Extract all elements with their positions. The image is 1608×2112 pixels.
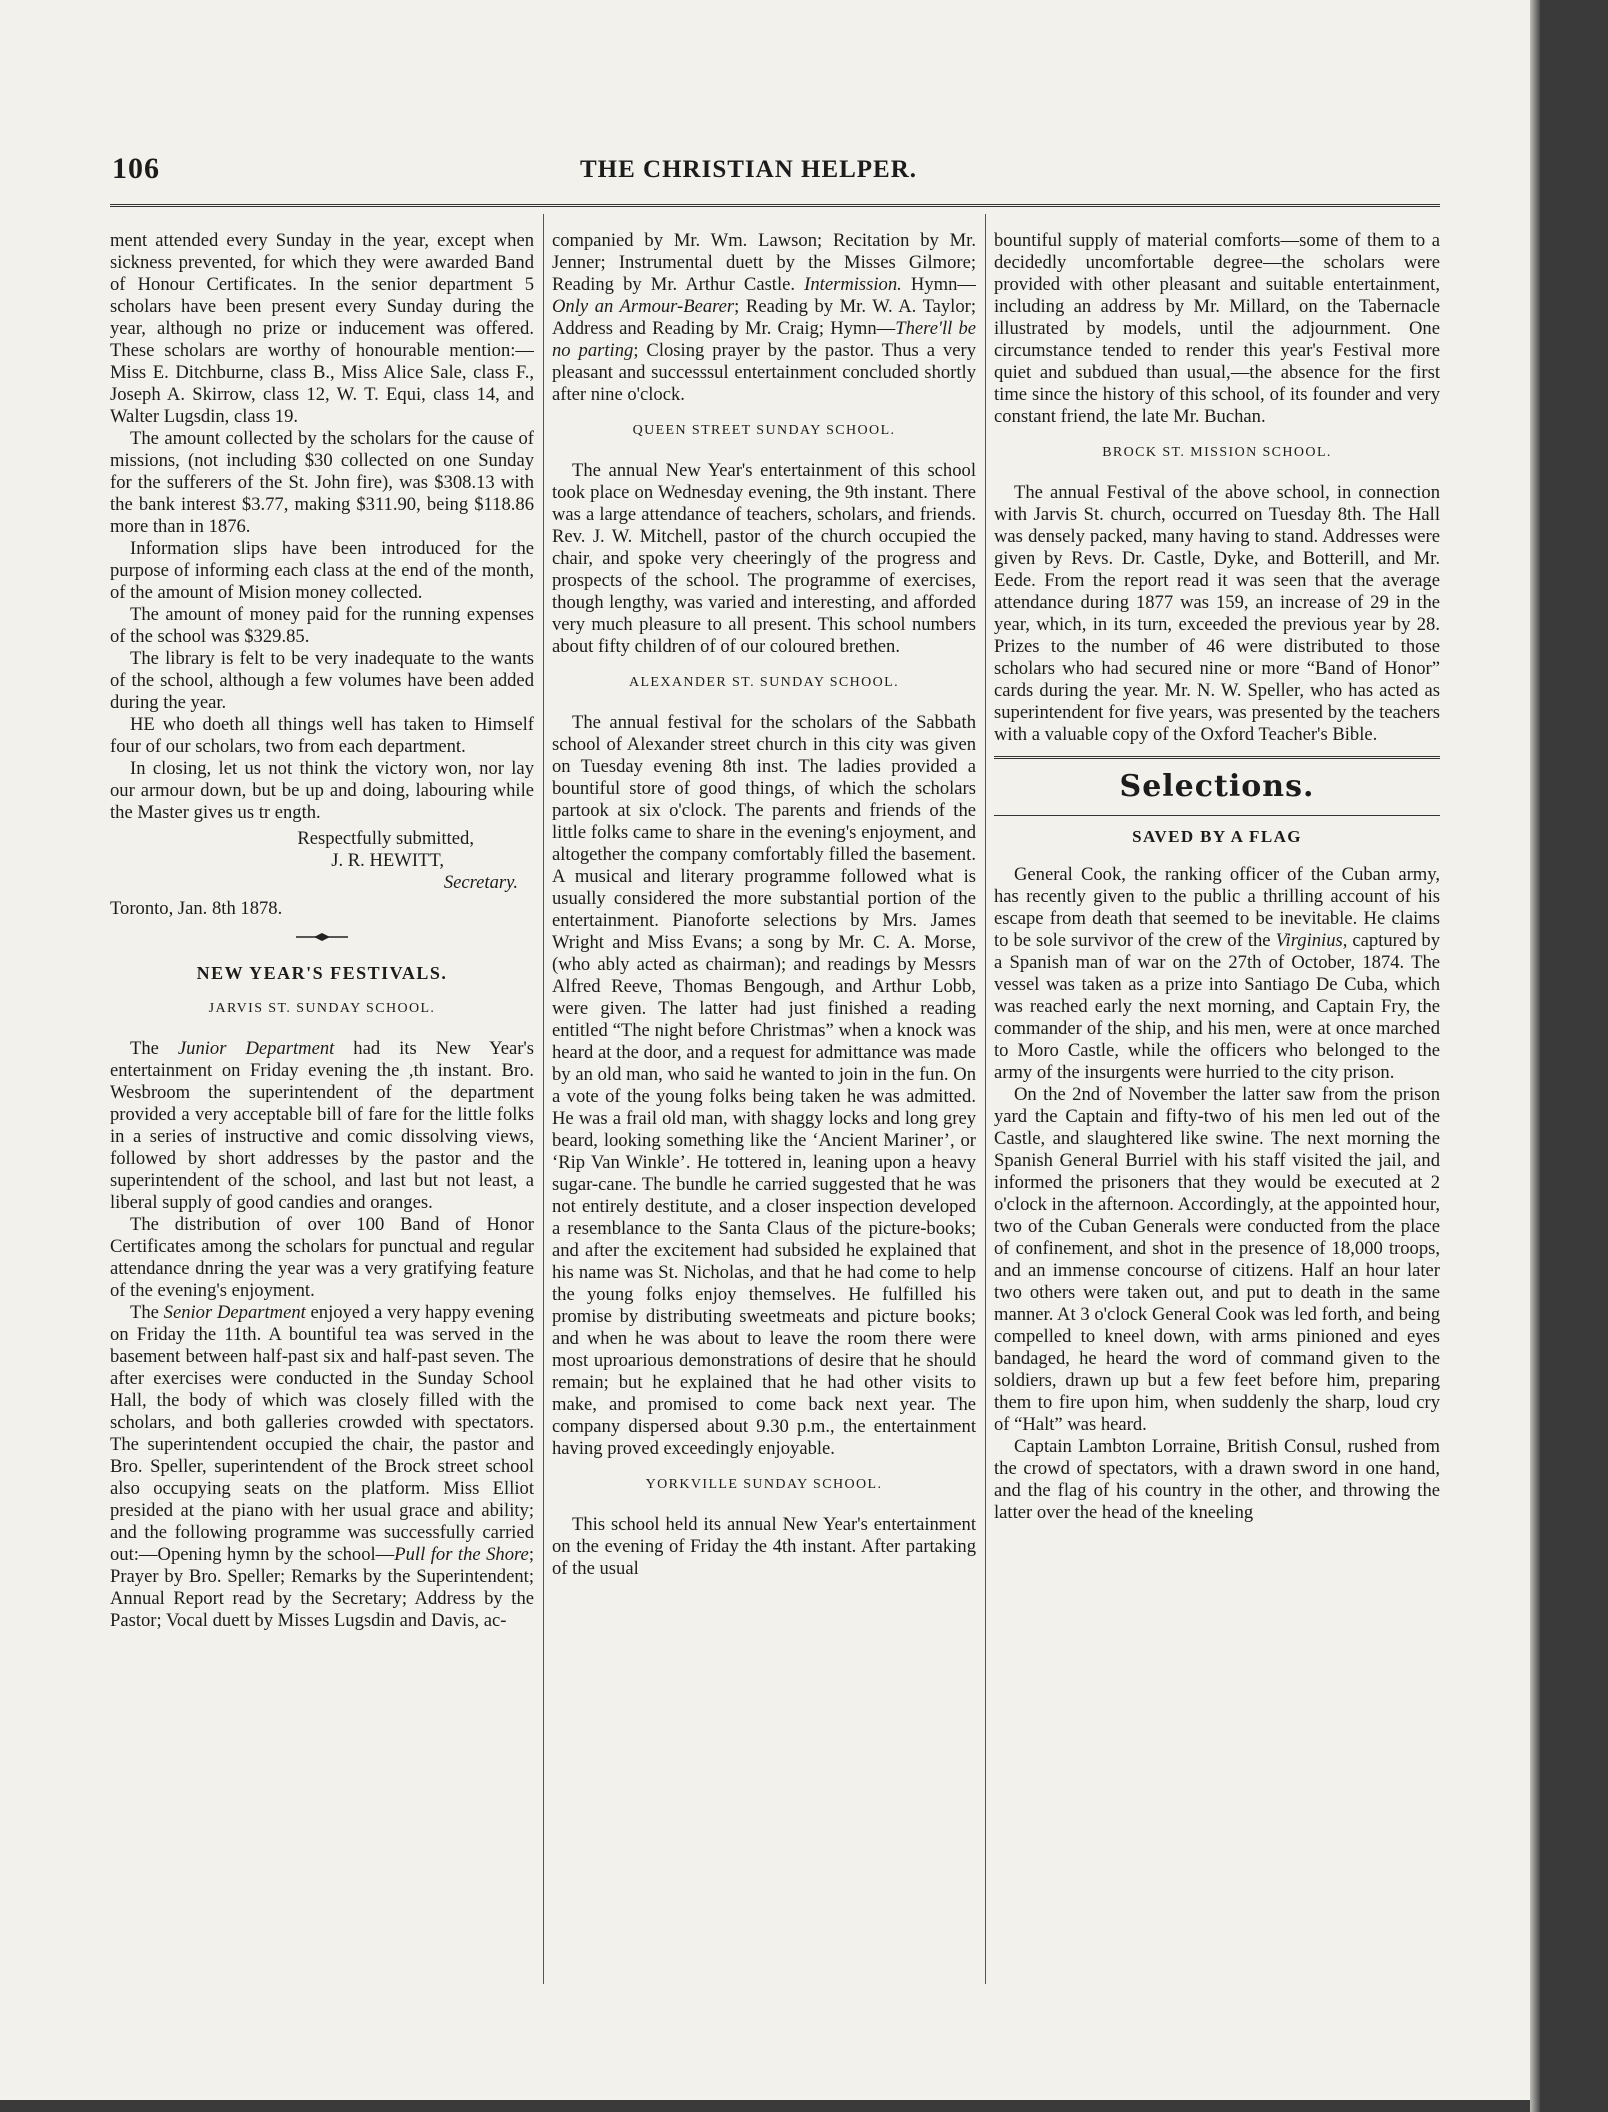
- selections-heading: Selections.: [1119, 769, 1315, 804]
- paragraph: Captain Lambton Lorraine, British Consul, rushed from the crowd of spectators, with a drawn sword in one hand, and the flag of his country in the other, and throwing the latter over the head of the kneeling: [994, 1436, 1440, 1523]
- place-date: Toronto, Jan. 8th 1878.: [110, 898, 283, 919]
- section-heading: NEW YEAR'S FESTIVALS.: [196, 963, 448, 983]
- paragraph: Information slips have been introduced for the purpose of informing each class at the end of the month, of the amount of Mision money collected.: [110, 538, 534, 603]
- paragraph: The amount of money paid for the running expenses of the school was $329.85.: [110, 604, 534, 647]
- signature-title: Secretary.: [443, 872, 518, 893]
- subsection-heading: ALEXANDER ST. SUNDAY SCHOOL.: [628, 675, 900, 690]
- page-header: [110, 148, 1440, 188]
- section-rule: [994, 815, 1440, 816]
- column-2: [552, 230, 976, 1960]
- page-edge: [1530, 0, 1540, 2112]
- paragraph: The distribution of over 100 Band of Honor Certificates among the scholars for punctual and regular attendance dnring the year was a very gratifying feature of the evening's enjoyment.: [110, 1214, 534, 1301]
- paragraph: bountiful supply of material comforts—some of them to a decidedly uncomfortable degree—the scholars were provided with other pleasant and suitable entertainment, including an address by Mr. Millard, on the Tabernacle illustrated by models, until the adjournment. One circumstance tended to render this year's Festival more quiet and subdued than usual,—the absence for the first time since the history of this school, of its founder and very constant friend, the late Mr. Buchan.: [994, 230, 1440, 427]
- paragraph: On the 2nd of November the latter saw from the prison yard the Captain and fifty-two of his men led out of the Castle, and slaughtered like swine. The next morning the Spanish General Burriel with his staff visited the jail, and informed the prisoners that they would be executed at 2 o'clock in the afternoon. Accordingly, at the appointed hour, two of the Cuban Generals were conducted from the place of confinement, and shot in the presence of 18,000 troops, and an immense concourse of citizens. Half an hour later two others were taken out, and put to death in the same manner. At 3 o'clock General Cook was led forth, and being compelled to kneel down, with arms pinioned and eyes bandaged, he heard the word of command given to the soldiers, drawn up but a few feet before him, preparing them to fire upon him, when suddenly the sharp, loud cry of “Halt” was heard.: [994, 1084, 1440, 1435]
- ornament-divider: [110, 926, 534, 948]
- paragraph: In closing, let us not think the victory won, nor lay our armour down, but be up and doing, labouring while the Master gives us tr ength.: [110, 758, 534, 823]
- column-divider: [985, 214, 986, 1984]
- paragraph: The amount collected by the scholars for the cause of missions, (not including $30 collected on one Sunday for the sufferers of the St. John fire), was $308.13 with the bank interest $3.77, making $311.90, being $118.86 more than in 1876.: [110, 428, 534, 537]
- paragraph: The annual Festival of the above school, in connection with Jarvis St. church, occurred on Tuesday 8th. The Hall was densely packed, many having to stand. Addresses were given by Revs. Dr. Castle, Dyke, and Botterill, and Mr. Eede. From the report read it was seen that the average attendance during 1877 was 159, an increase of 29 in the year, which, in its turn, exceeded the previous year by 28. Prizes to the number of 46 were distributed to those scholars who had secured nine or more “Band of Honor” cards during the year. Mr. N. W. Speller, who has acted as superintendent for five years, was presented by the teachers with a valuable copy of the Oxford Teacher's Bible.: [994, 482, 1440, 745]
- subsection-heading: JARVIS ST. SUNDAY SCHOOL.: [208, 1001, 436, 1016]
- paragraph: HE who doeth all things well has taken to Himself four of our scholars, two from each department.: [110, 714, 534, 757]
- paragraph: General Cook, the ranking officer of the Cuban army, has recently given to the public a thrilling account of his escape from death that seemed to be inevitable. He claims to be sole survivor of the crew of the Virginius, captured by a Spanish man of war on the 27th of October, 1874. The vessel was taken as a prize into Santiago De Cuba, which was reached early the next morning, and Captain Fry, the commander of the ship, and his men, were at once marched to Moro Castle, while the officers who belonged to the army of the insurgents were hurried to the city prison.: [994, 864, 1440, 1083]
- signature-line: Respectfully submitted,: [297, 828, 474, 849]
- column-divider: [543, 214, 544, 1984]
- article-title: SAVED BY A FLAG: [1132, 827, 1302, 846]
- paragraph: The annual festival for the scholars of the Sabbath school of Alexander street church in this city was given on Tuesday evening 8th inst. The ladies provided a bountiful store of good things, of which the scholars partook at six o'clock. The parents and friends of the little folks came to share in the evening's enjoyment, and altogether the company comfortably filled the basement. A musical and literary programme followed what is usually considered the more substantial portion of the entertainment. Pianoforte selections by Mrs. James Wright and Miss Evans; a song by Mr. C. A. Morse, (who ably acted as chairman); and readings by Messrs Alfred Reeve, Thomas Bengough, and Arthur Lobb, were given. The latter had just finished a reading entitled “The night before Christmas” when a knock was heard at the door, and a request for admittance was made by an old man, who said he wanted to join in the fun. On a vote of the young folks being taken he was admitted. He was a frail old man, with shaggy locks and long grey beard, looking something like the ‘Ancient Mariner’, or ‘Rip Van Winkle’. He tottered in, leaning upon a heavy sugar-cane. The bundle he carried suggested that he was not entirely destitute, and a closer inspection developed a resemblance to the Santa Claus of the picture-books; and after the excitement had subsided he explained that his name was St. Nicholas, and that he had come to help the young folks enjoy themselves. He fulfilled his promise by distributing sweetmeats and picture books; and when he was about to leave the room there were most uproarious demonstrations of desire that he should remain; but he explained that he had other visits to make, and promised to come back next year. The company dispersed about 9.30 p.m., the entertainment having proved exceedingly enjoyable.: [552, 712, 976, 1459]
- column-3: [994, 230, 1440, 1960]
- paragraph: ment attended every Sunday in the year, except when sickness prevented, for which they were awarded Band of Honour Certificates. In the senior department 5 scholars have been present every Sunday during the year, although no prize or inducement was offered. These scholars are worthy of honourable mention:—Miss E. Ditchburne, class B., Miss Alice Sale, class F., Joseph A. Skirrow, class 12, W. T. Equi, class 14, and Walter Lugsdin, class 19.: [110, 230, 534, 427]
- column-1: [110, 230, 534, 1960]
- paragraph: companied by Mr. Wm. Lawson; Recitation by Mr. Jenner; Instrumental duett by the Misses Gilmore; Reading by Mr. Arthur Castle. Intermission. Hymn—Only an Armour-Bearer; Reading by Mr. W. A. Taylor; Address and Reading by Mr. Craig; Hymn—There'll be no parting; Closing prayer by the pastor. Thus a very pleasant and successsul entertainment concluded shortly after nine o'clock.: [552, 230, 976, 405]
- paragraph: The library is felt to be very inadequate to the wants of the school, although a few volumes have been added during the year.: [110, 648, 534, 713]
- paragraph: The Senior Department enjoyed a very happy evening on Friday the 11th. A bountiful tea was served in the basement between half-past six and half-past seven. The after exercises were conducted in the Sunday School Hall, the body of which was closely filled with the scholars, and both galleries crowded with spectators. The superintendent occupied the chair, the pastor and Bro. Speller, superintendent of the Brock street school also occupying seats on the platform. Miss Elliot presided at the piano with her usual grace and ability; and the following programme was successfully carried out:—Opening hymn by the school—Pull for the Shore; Prayer by Bro. Speller; Remarks by the Superintendent; Annual Report read by the Secretary; Address by the Pastor; Vocal duett by Misses Lugsdin and Davis, ac-: [110, 1302, 534, 1631]
- paragraph: The Junior Department had its New Year's entertainment on Friday evening the ,th instant. Bro. Wesbroom the superintendent of the department provided a very acceptable bill of fare for the little folks in a series of instructive and comic dissolving views, followed by short addresses by the pastor and the superintendent of the school, and last but not least, a liberal supply of good candies and oranges.: [110, 1038, 534, 1213]
- paragraph: The annual New Year's entertainment of this school took place on Wednesday evening, the 9th instant. There was a large attendance of teachers, scholars, and friends. Rev. J. W. Mitchell, pastor of the church occupied the chair, and spoke very cheeringly of the progress and prospects of the school. The programme of exercises, though lengthy, was varied and interesting, and afforded very much pleasure to all present. This school numbers about fifty children of of our coloured brethen.: [552, 460, 976, 657]
- running-title: THE CHRISTIAN HELPER.: [580, 156, 918, 183]
- subsection-heading: QUEEN STREET SUNDAY SCHOOL.: [632, 423, 896, 438]
- subsection-heading: YORKVILLE SUNDAY SCHOOL.: [645, 1477, 883, 1492]
- header-rule: [110, 204, 1440, 207]
- page-number: 106: [112, 152, 160, 185]
- subsection-heading: BROCK ST. MISSION SCHOOL.: [1102, 445, 1332, 460]
- signature-name: J. R. HEWITT,: [331, 850, 444, 871]
- paragraph: This school held its annual New Year's entertainment on the evening of Friday the 4th instant. After partaking of the usual: [552, 1514, 976, 1579]
